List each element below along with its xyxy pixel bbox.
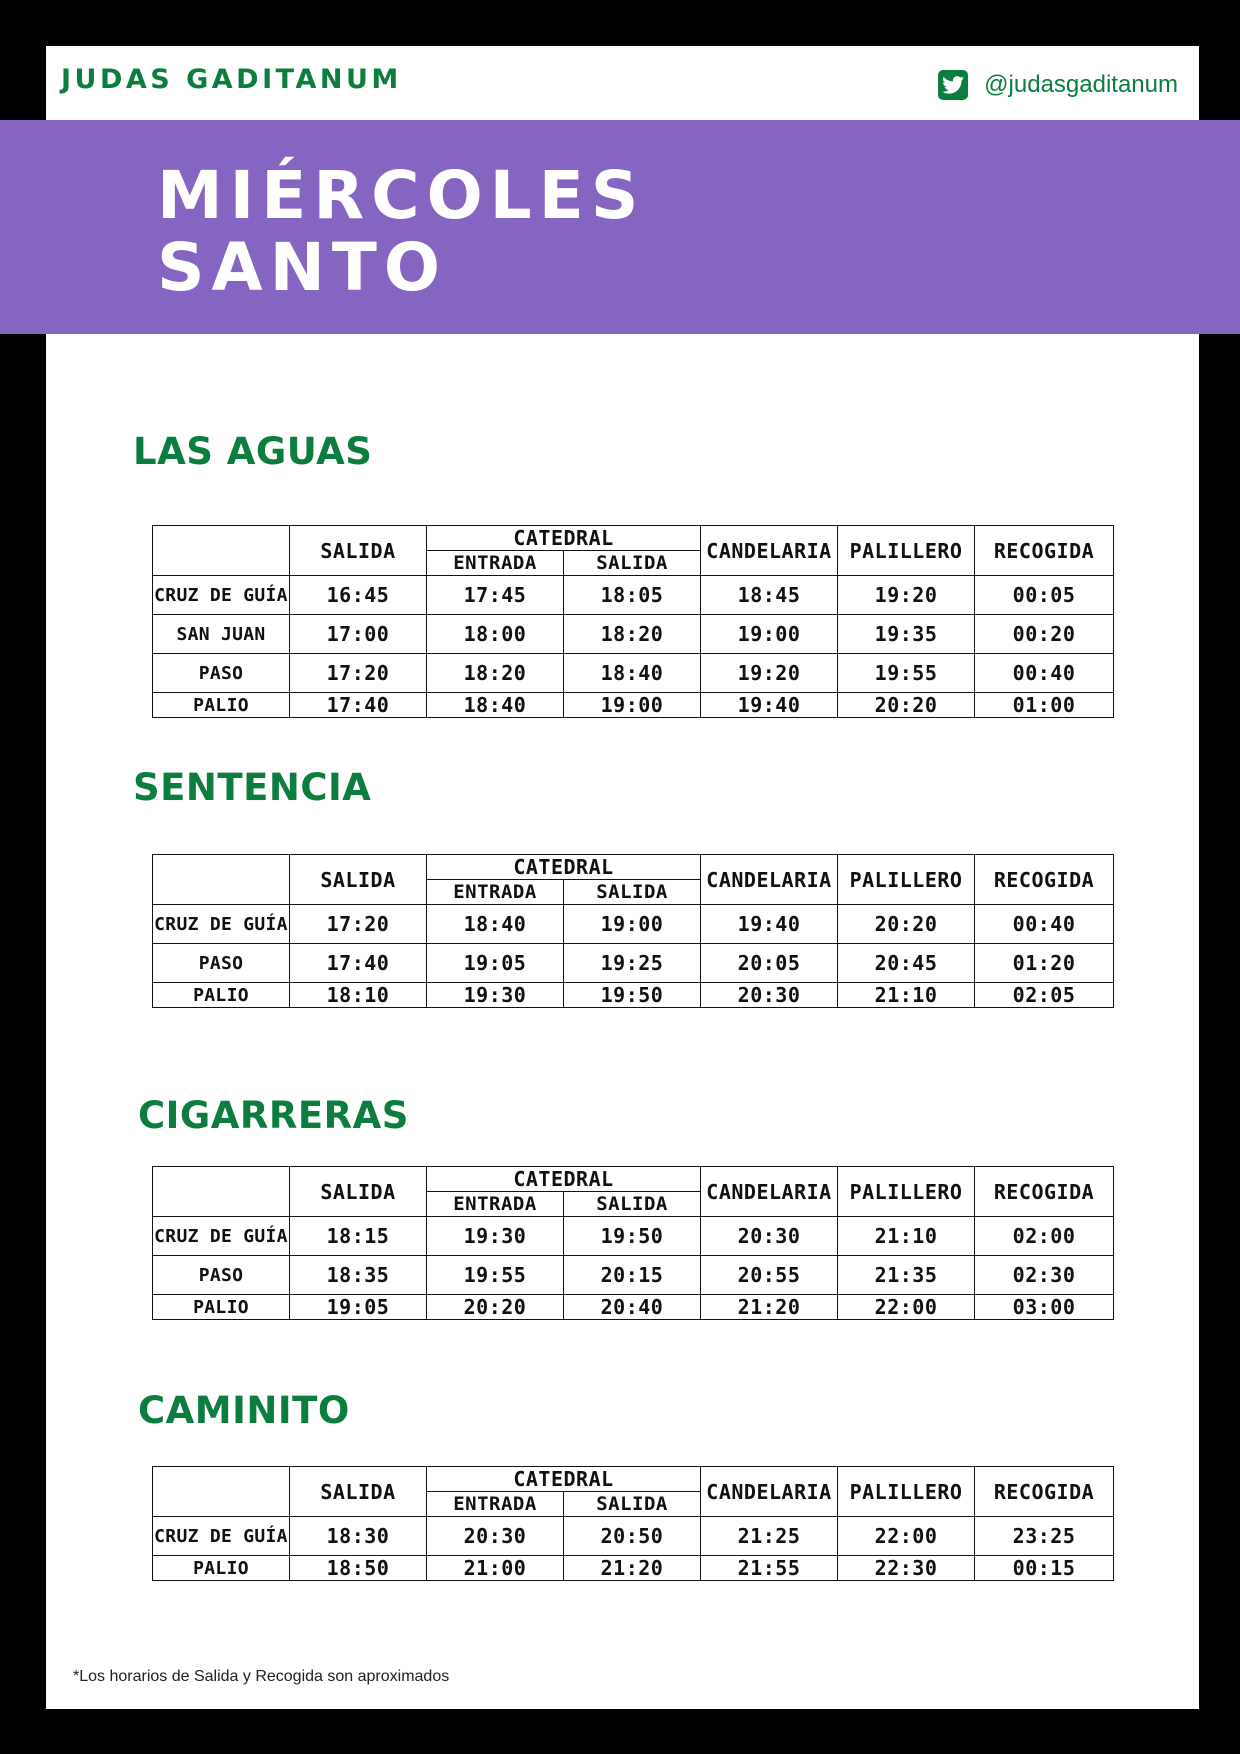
header-entrada: ENTRADA (427, 1492, 564, 1517)
row-label: SAN JUAN (153, 615, 290, 654)
time-cell: 19:50 (564, 983, 701, 1008)
table-row (153, 1256, 1114, 1295)
row-label: CRUZ DE GUÍA (153, 1217, 290, 1256)
header-salida: SALIDA (290, 526, 427, 576)
time-cell: 18:40 (427, 905, 564, 944)
time-cell: 20:15 (564, 1256, 701, 1295)
time-cell: 19:35 (838, 615, 975, 654)
header-recogida: RECOGIDA (975, 855, 1114, 905)
header-catedral-salida: SALIDA (564, 880, 701, 905)
header-catedral: CATEDRAL (427, 526, 701, 551)
header-candelaria: CANDELARIA (701, 855, 838, 905)
corner-cell (153, 526, 290, 576)
section-title-las-aguas: LAS AGUAS (133, 430, 373, 473)
time-cell: 01:00 (975, 693, 1114, 718)
time-cell: 19:55 (427, 1256, 564, 1295)
time-cell: 20:55 (701, 1256, 838, 1295)
header-entrada: ENTRADA (427, 551, 564, 576)
corner-cell (153, 1167, 290, 1217)
time-cell: 00:40 (975, 905, 1114, 944)
table-row (153, 1217, 1114, 1256)
time-cell: 19:40 (701, 693, 838, 718)
table-row (153, 576, 1114, 615)
table-row (153, 693, 1114, 718)
time-cell: 23:25 (975, 1517, 1114, 1556)
time-cell: 19:25 (564, 944, 701, 983)
table-row (153, 1295, 1114, 1320)
time-cell: 17:20 (290, 654, 427, 693)
time-cell: 00:40 (975, 654, 1114, 693)
title-banner (0, 120, 1240, 334)
time-cell: 00:05 (975, 576, 1114, 615)
time-cell: 21:55 (701, 1556, 838, 1581)
time-cell: 21:25 (701, 1517, 838, 1556)
header-candelaria: CANDELARIA (701, 526, 838, 576)
header-catedral-salida: SALIDA (564, 1492, 701, 1517)
banner-title-line1: MIÉRCOLES (157, 157, 646, 234)
table-body (153, 576, 1114, 718)
header-palillero: PALILLERO (838, 526, 975, 576)
twitter-icon (938, 70, 968, 100)
table-row (153, 1556, 1114, 1581)
time-cell: 19:20 (701, 654, 838, 693)
time-cell: 19:55 (838, 654, 975, 693)
time-cell: 19:00 (564, 693, 701, 718)
time-cell: 00:20 (975, 615, 1114, 654)
header-palillero: PALILLERO (838, 855, 975, 905)
time-cell: 20:50 (564, 1517, 701, 1556)
table-row (153, 1517, 1114, 1556)
row-label: CRUZ DE GUÍA (153, 1517, 290, 1556)
time-cell: 19:50 (564, 1217, 701, 1256)
time-cell: 02:00 (975, 1217, 1114, 1256)
schedule-table-caminito (152, 1466, 1114, 1581)
header-salida: SALIDA (290, 1467, 427, 1517)
header-catedral-salida: SALIDA (564, 1192, 701, 1217)
time-cell: 19:30 (427, 983, 564, 1008)
row-label: PASO (153, 654, 290, 693)
row-label: PALIO (153, 1295, 290, 1320)
time-cell: 18:35 (290, 1256, 427, 1295)
time-cell: 18:40 (564, 654, 701, 693)
time-cell: 18:20 (564, 615, 701, 654)
header-candelaria: CANDELARIA (701, 1467, 838, 1517)
time-cell: 20:20 (838, 905, 975, 944)
row-label: CRUZ DE GUÍA (153, 576, 290, 615)
schedule-table-sentencia (152, 854, 1114, 1008)
row-label: PALIO (153, 1556, 290, 1581)
time-cell: 01:20 (975, 944, 1114, 983)
table-row (153, 905, 1114, 944)
time-cell: 18:20 (427, 654, 564, 693)
header-candelaria: CANDELARIA (701, 1167, 838, 1217)
time-cell: 21:35 (838, 1256, 975, 1295)
time-cell: 21:10 (838, 983, 975, 1008)
time-cell: 16:45 (290, 576, 427, 615)
time-cell: 22:30 (838, 1556, 975, 1581)
table-row (153, 983, 1114, 1008)
header-catedral-salida: SALIDA (564, 551, 701, 576)
row-label: PASO (153, 1256, 290, 1295)
brand-name: JUDAS GADITANUM (61, 64, 402, 95)
table-row (153, 615, 1114, 654)
time-cell: 22:00 (838, 1295, 975, 1320)
banner-title (157, 157, 646, 306)
time-cell: 20:45 (838, 944, 975, 983)
time-cell: 20:40 (564, 1295, 701, 1320)
time-cell: 19:30 (427, 1217, 564, 1256)
time-cell: 19:40 (701, 905, 838, 944)
time-cell: 20:30 (701, 983, 838, 1008)
row-label: PALIO (153, 693, 290, 718)
time-cell: 21:20 (564, 1556, 701, 1581)
table-body (153, 1517, 1114, 1581)
time-cell: 19:00 (701, 615, 838, 654)
row-label: CRUZ DE GUÍA (153, 905, 290, 944)
time-cell: 18:10 (290, 983, 427, 1008)
table-body (153, 905, 1114, 1008)
time-cell: 21:10 (838, 1217, 975, 1256)
time-cell: 17:45 (427, 576, 564, 615)
time-cell: 22:00 (838, 1517, 975, 1556)
time-cell: 19:00 (564, 905, 701, 944)
time-cell: 20:05 (701, 944, 838, 983)
time-cell: 19:20 (838, 576, 975, 615)
header-recogida: RECOGIDA (975, 526, 1114, 576)
time-cell: 02:30 (975, 1256, 1114, 1295)
time-cell: 21:00 (427, 1556, 564, 1581)
header-palillero: PALILLERO (838, 1467, 975, 1517)
time-cell: 19:05 (427, 944, 564, 983)
time-cell: 18:40 (427, 693, 564, 718)
row-label: PASO (153, 944, 290, 983)
social-handle-text: @judasgaditanum (984, 71, 1178, 98)
time-cell: 17:40 (290, 944, 427, 983)
banner-title-line2: SANTO (157, 229, 447, 306)
table-row (153, 654, 1114, 693)
section-title-caminito: CAMINITO (138, 1389, 350, 1432)
header-entrada: ENTRADA (427, 1192, 564, 1217)
row-label: PALIO (153, 983, 290, 1008)
header-palillero: PALILLERO (838, 1167, 975, 1217)
social-handle-link[interactable] (938, 70, 1178, 100)
header-catedral: CATEDRAL (427, 855, 701, 880)
time-cell: 18:45 (701, 576, 838, 615)
time-cell: 02:05 (975, 983, 1114, 1008)
footnote: *Los horarios de Salida y Recogida son aproximados (73, 1668, 450, 1685)
table-row (153, 944, 1114, 983)
time-cell: 18:30 (290, 1517, 427, 1556)
header-salida: SALIDA (290, 1167, 427, 1217)
time-cell: 00:15 (975, 1556, 1114, 1581)
time-cell: 18:15 (290, 1217, 427, 1256)
section-title-cigarreras: CIGARRERAS (138, 1094, 409, 1137)
header-recogida: RECOGIDA (975, 1167, 1114, 1217)
time-cell: 20:20 (838, 693, 975, 718)
time-cell: 03:00 (975, 1295, 1114, 1320)
corner-cell (153, 855, 290, 905)
time-cell: 17:20 (290, 905, 427, 944)
time-cell: 17:00 (290, 615, 427, 654)
header-entrada: ENTRADA (427, 880, 564, 905)
section-title-sentencia: SENTENCIA (133, 766, 372, 809)
time-cell: 20:30 (701, 1217, 838, 1256)
time-cell: 17:40 (290, 693, 427, 718)
time-cell: 18:05 (564, 576, 701, 615)
header-catedral: CATEDRAL (427, 1167, 701, 1192)
header-salida: SALIDA (290, 855, 427, 905)
header-recogida: RECOGIDA (975, 1467, 1114, 1517)
header-catedral: CATEDRAL (427, 1467, 701, 1492)
time-cell: 19:05 (290, 1295, 427, 1320)
table-body (153, 1217, 1114, 1320)
time-cell: 18:50 (290, 1556, 427, 1581)
time-cell: 18:00 (427, 615, 564, 654)
time-cell: 20:30 (427, 1517, 564, 1556)
schedule-table-las-aguas (152, 525, 1114, 718)
schedule-table-cigarreras (152, 1166, 1114, 1320)
time-cell: 20:20 (427, 1295, 564, 1320)
corner-cell (153, 1467, 290, 1517)
time-cell: 21:20 (701, 1295, 838, 1320)
